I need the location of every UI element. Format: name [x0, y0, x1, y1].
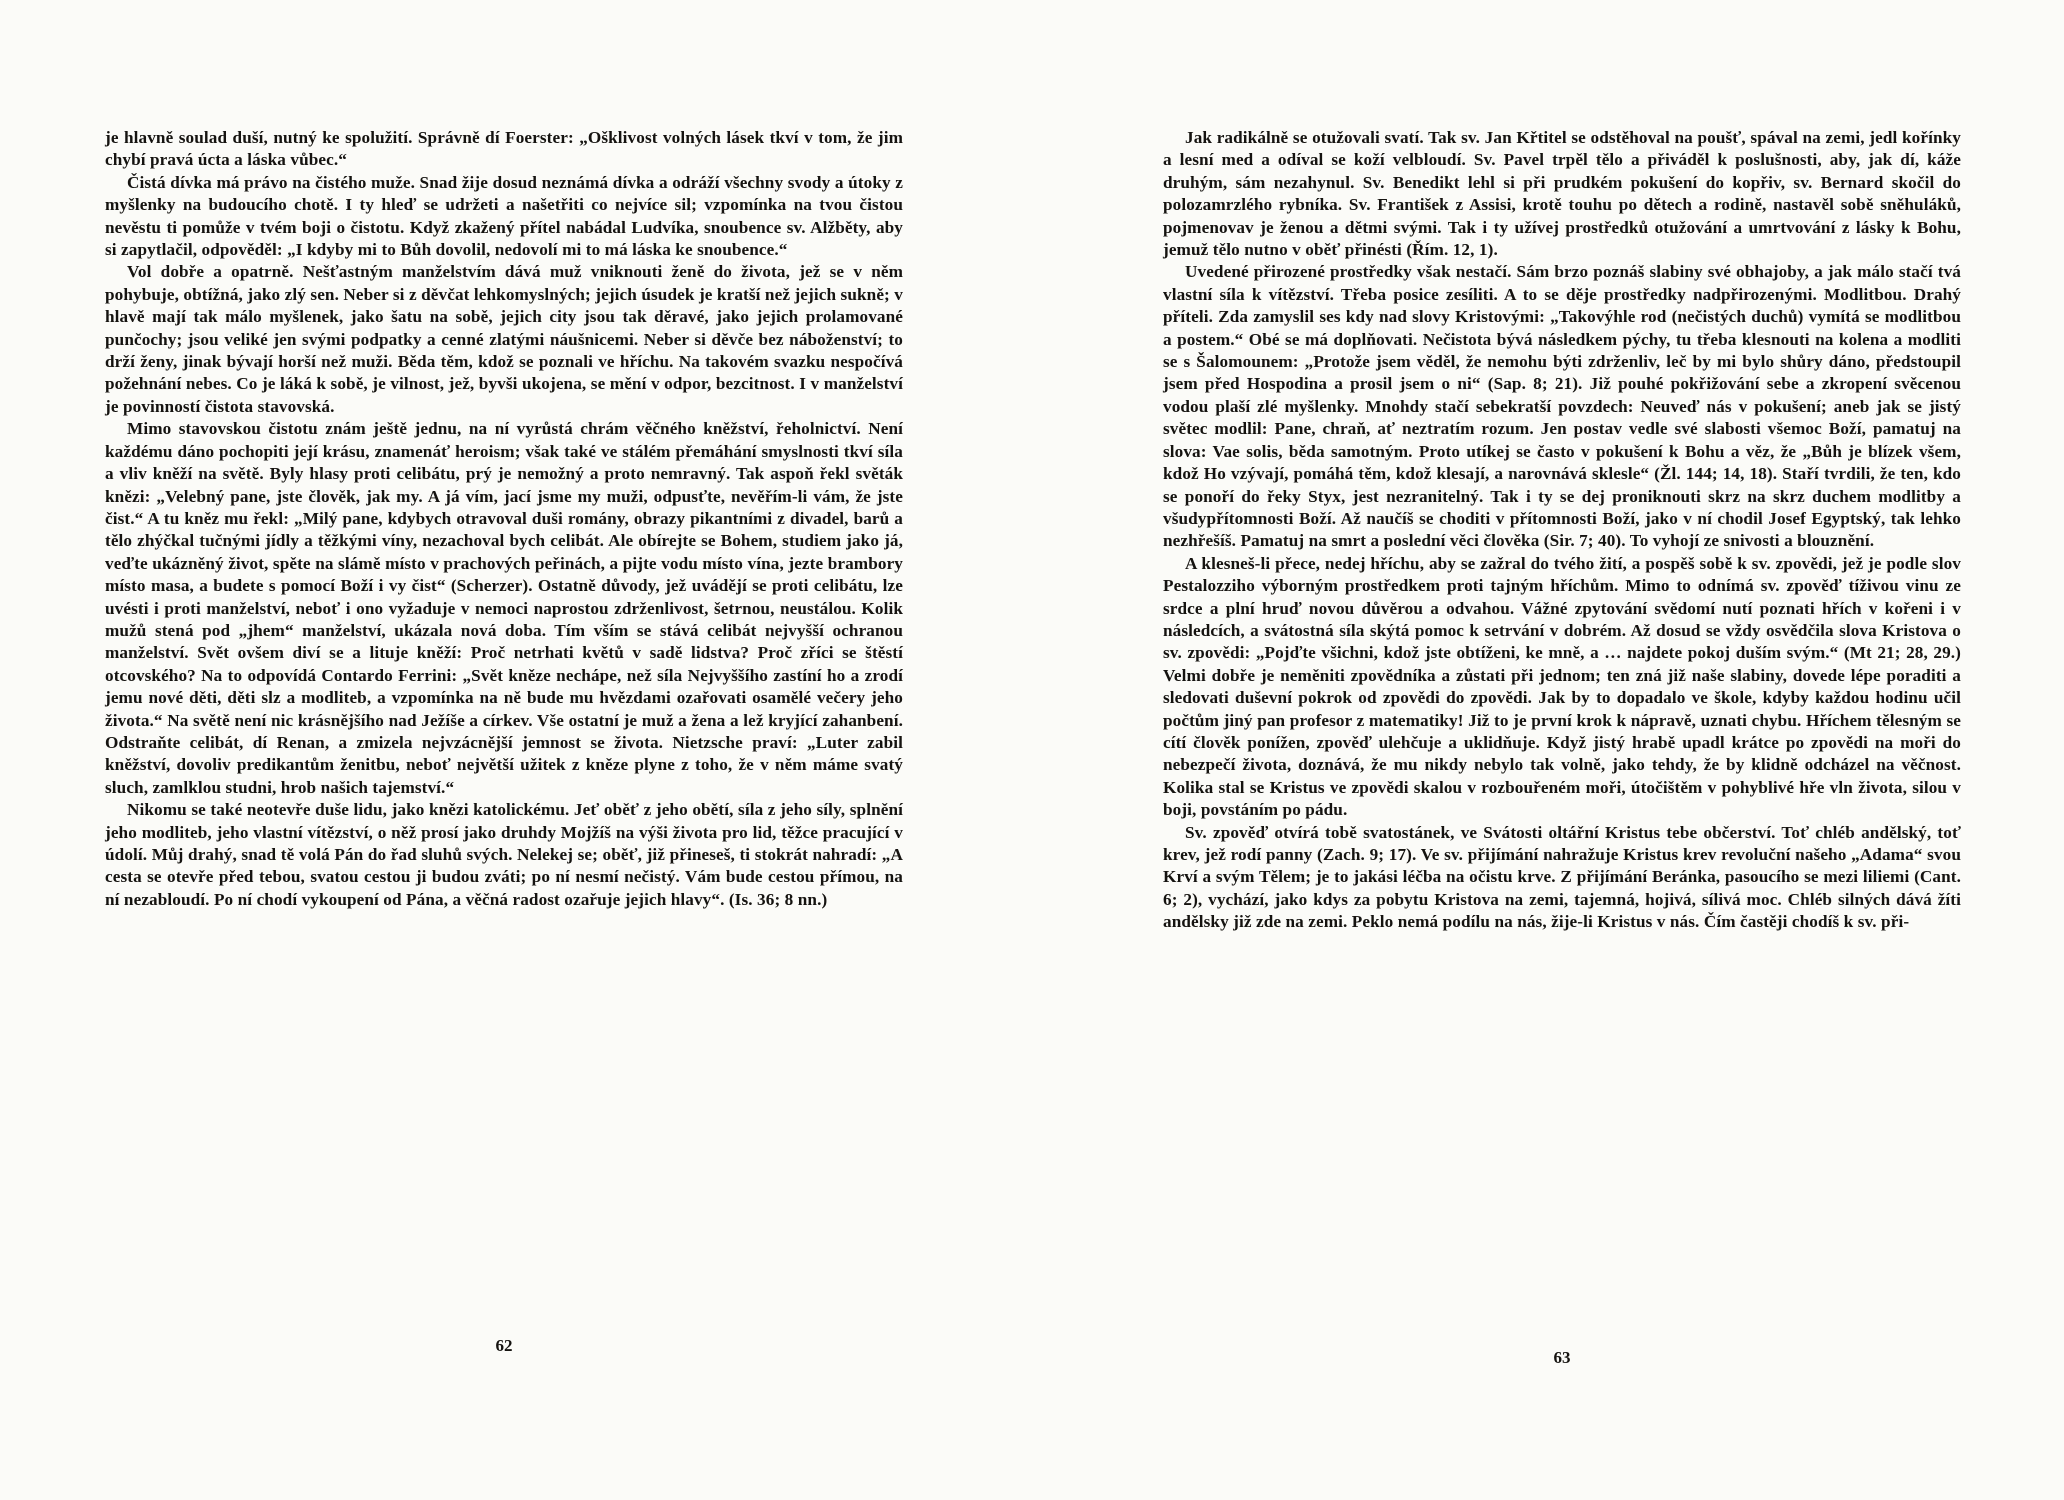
- page-number-left: 62: [495, 1336, 513, 1355]
- paragraph: Uvedené přirozené prostředky však nestačí. Sám brzo poznáš slabiny své obhajoby, a jak málo stačí tvá vlastní síla k vítězství. Třeba posice zesíliti. A to se děje prostředky nadpřirozenými. Modlitbou. Drahý příteli. Zda zamyslil ses kdy nad slovy Kristovými: „Takovýhle rod (nečistých duchů) vymítá se modlitbou a postem.“ Obé se má doplňovati. Nečistota bývá následkem pýchy, tu třeba klesnouti na kolena a modliti se s Šalomounem: „Protože jsem věděl, že nemohu býti zdrženliv, leč by mi bylo shůry dáno, předstoupil jsem před Hospodina a prosil jsem o ni“ (Sap. 8; 21). Již pouhé pokřižování sebe a zkropení svěcenou vodou plaší zlé myšlenky. Mnohdy stačí sebekratší povzdech: Neuveď nás v pokušení; aneb jak se jistý světec modlil: Pane, chraň, ať neztratím rozum. Jen postav vedle své slabosti všemoc Boží, pamatuj na slova: Vae solis, běda samotným. Proto utíkej se často v pokušení k Bohu a věz, že „Bůh je blízek všem, kdož Ho vzývají, pomáhá těm, kdož klesají, a narovnává sklesle“ (Žl. 144; 14, 18). Staří tvrdili, že ten, kdo se ponoří do řeky Styx, jest nezranitelný. Tak i ty se dej proniknouti skrz na skrz duchem modlitby a všudypřítomnosti Boží. Až naučíš se choditi v přítomnosti Boží, jako v ní chodil Josef Egyptský, tak lehko nezhřešíš. Pamatuj na smrt a poslední věci člověka (Sir. 7; 40). To vyhojí ze snivosti a blouznění.: [1163, 262, 1961, 551]
- page-left-text: [105, 127, 903, 911]
- paragraph: Čistá dívka má právo na čistého muže. Snad žije dosud neznámá dívka a odráží všechny svody a útoky z myšlenky na budoucího chotě. I ty hleď se udržeti a našetřiti co nejvíce sil; vzpomínka na tvou čistou nevěstu ti pomůže v tvém boji o čistotu. Když zkažený přítel nabádal Ludvíka, snoubence sv. Alžběty, aby si zapytlačil, odpověděl: „I kdyby mi to Bůh dovolil, nedovolí mi to má láska ke snoubence.“: [105, 172, 903, 260]
- paragraph: A klesneš-li přece, nedej hříchu, aby se zažral do tvého žití, a pospěš sobě k sv. zpovědi, jež je podle slov Pestalozziho výborným prostředkem proti tajným hříchům. Mimo to odnímá sv. zpověď tíživou vinu ze srdce a plní hruď novou důvěrou a odvahou. Vážné zpytování svědomí nutí poznati hřích v kořeni i v následcích, a svátostná síla skýtá pomoc k setrvání v dobrém. Až dosud se vždy osvědčila slova Kristova o sv. zpovědi: „Pojďte všichni, kdož jste obtíženi, ke mně, a … najdete pokoj duším svým.“ (Mt 21; 28, 29.) Velmi dobře je neměniti zpovědníka a zůstati při jednom; ten zná již naše slabiny, dovede lépe poraditi a sledovati duševní pokrok od zpovědi do zpovědi. Jak by to dopadalo ve škole, kdyby každou hodinu učil počtům jiný pan profesor z matematiky! Již to je první krok k nápravě, uznati chybu. Hříchem tělesným se cítí člověk ponížen, zpověď ulehčuje a uklidňuje. Když jistý hrabě upadl krátce po zpovědi na moři do nebezpečí života, doznává, že mu nikdy nebylo tak volně, jako tehdy, že by klidně odcházel na věčnost. Kolika stal se Kristus ve zpovědi skalou v rozbouřeném moři, útočištěm v pohyblivé hře vln života, silou v boji, povstáním po pádu.: [1163, 553, 1961, 820]
- paragraph: Mimo stavovskou čistotu znám ještě jednu, na ní vyrůstá chrám věčného kněžství, řeholnictví. Není každému dáno pochopiti její krásu, znamenáť heroism; však také ve stálém přemáhání smyslnosti tkví síla a vliv kněží na světě. Byly hlasy proti celibátu, prý je nemožný a proto nemravný. Tak aspoň řekl světák knězi: „Velebný pane, jste člověk, jak my. A já vím, jací jsme my muži, odpusťte, nevěřím-li vám, že jste čist.“ A tu kněz mu řekl: „Milý pane, kdybych otravoval duši romány, obrazy pikantními z divadel, barů a tělo zhýčkal tučnými jídly a těžkými víny, nezachoval bych celibát. Ale obírejte se Bohem, studiem jako já, veďte ukázněný život, spěte na slámě místo v prachových peřinách, a pijte vodu místo vína, jezte brambory místo masa, a budete s pomocí Boží i vy čist“ (Scherzer). Ostatně důvody, jež uvádějí se proti celibátu, lze uvésti i proti manželství, neboť i ono vyžaduje v nemoci naprostou zdrženlivost, šetrnou, neustálou. Kolik mužů stená pod „jhem“ manželství, ukázala nová doba. Tím vším se stává celibát nejvyšší ochranou manželství. Svět ovšem diví se a lituje kněží: Proč netrhati květů v sadě lidstva? Proč zříci se štěstí otcovského? Na to odpovídá Contardo Ferrini: „Svět kněze nechápe, než síla Nejvyššího zastíní ho a zrodí jemu nové děti, děti slz a modliteb, a vzpomínka na ně bude mu hvězdami ozařovati osamělé večery jeho života.“ Na světě není nic krásnějšího nad Ježíše a církev. Vše ostatní je muž a žena a lež kryjící zahanbení. Odstraňte celibát, dí Renan, a zmizela nejvzácnější jemnost se života. Nietzsche praví: „Luter zabil kněžství, dovoliv predikantům ženitbu, neboť největší užitek z kněze plyne z toho, že v něm máme svatý sluch, zamlklou studni, hrob našich tajemství.“: [105, 419, 903, 797]
- paragraph: Vol dobře a opatrně. Nešťastným manželstvím dává muž vniknouti ženě do života, jež se v něm pohybuje, obtížná, jako zlý sen. Neber si z děvčat lehkomyslných; jejich úsudek je kratší než jejich sukně; v hlavě mají tak málo myšlenek, jako šatu na sobě, jejich city jsou tak děravé, jako jejich prolamované punčochy; jsou veliké jen svými podpatky a cenné zlatými náušnicemi. Neber si děvče bez náboženství; to drží ženy, jinak bývají horší než muži. Běda těm, kdož se poznali ve hříchu. Na takovém svazku nespočívá požehnání nebes. Co je láká k sobě, je vilnost, jež, byvši ukojena, se mění v odpor, bezcitnost. I v manželství je povinností čistota stavovská.: [105, 262, 903, 416]
- paragraph: Sv. zpověď otvírá tobě svatostánek, ve Svátosti oltářní Kristus tebe občerství. Toť chléb andělský, toť krev, jež rodí panny (Zach. 9; 17). Ve sv. přijímání nahražuje Kristus krev revoluční našeho „Adama“ svou Krví a svým Tělem; je to jakási léčba na očistu krve. Z přijímání Beránka, pasoucího se mezi liliemi (Cant. 6; 2), vychází, jako kdys za pobytu Kristova na zemi, tajemná, hojivá, sílivá moc. Chléb silných dává žíti andělsky již zde na zemi. Peklo nemá podílu na nás, žije-li Kristus v nás. Čím častěji chodíš k sv. při-: [1163, 822, 1961, 932]
- paragraph: Nikomu se také neotevře duše lidu, jako knězi katolickému. Jeť oběť z jeho obětí, síla z jeho síly, splnění jeho modliteb, jeho vlastní vítězství, o něž prosí jako druhdy Mojžíš na výši života pro lid, těžce pracující v údolí. Můj drahý, snad tě volá Pán do řad sluhů svých. Nelekej se; oběť, již přineseš, ti stokrát nahradí: „A cesta se otevře před tebou, svatou cestou ji budou zváti; po ní nesmí nečistý. Vám bude cestou přímou, na ní nezabloudí. Po ní chodí vykoupení od Pána, a věčná radost ozařuje jejich hlavy“. (Is. 36; 8 nn.): [105, 800, 903, 909]
- paragraph: je hlavně soulad duší, nutný ke spolužití. Správně dí Foerster: „Ošklivost volných lásek tkví v tom, že jim chybí pravá úcta a láska vůbec.“: [105, 128, 903, 170]
- page-number-right: 63: [1553, 1348, 1571, 1367]
- paragraph: Jak radikálně se otužovali svatí. Tak sv. Jan Křtitel se odstěhoval na poušť, spával na zemi, jedl kořínky a lesní med a odíval se koží velbloudí. Sv. Pavel trpěl tělo a přiváděl k poslušnosti, aby, jak dí, káže druhým, sám nezahynul. Sv. Benedikt lehl si při prudkém pokušení do kopřiv, sv. Bernard skočil do polozamrzlého rybníka. Sv. František z Assisi, krotě touhu po dětech a rodině, nastavěl sobě sněhuláků, pojmenovav je ženou a dětmi svými. Tak i ty užívej prostředků otužování a umrtvování z lásky k Bohu, jemuž tělo nutno v oběť přinésti (Řím. 12, 1).: [1163, 128, 1961, 260]
- page-right-text: [1163, 127, 1961, 934]
